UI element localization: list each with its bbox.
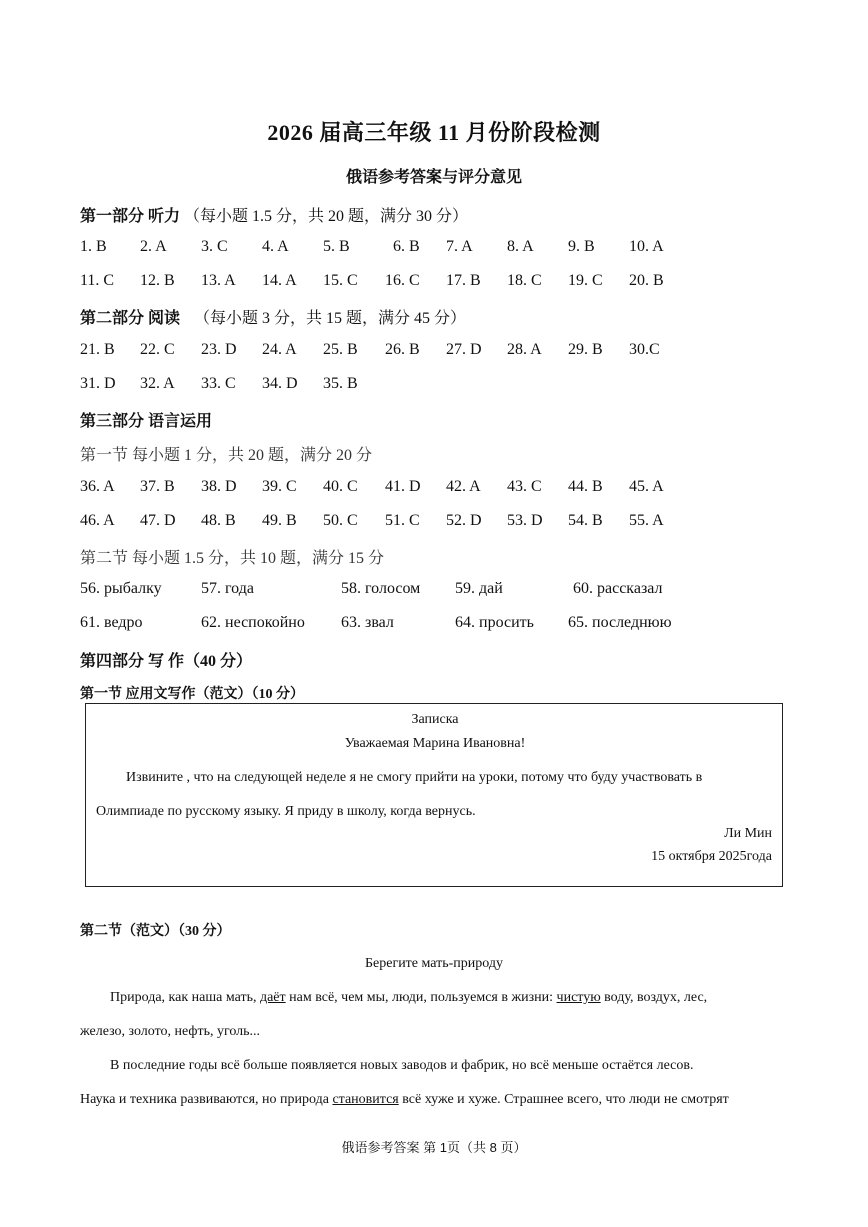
answer-item: 18. C	[507, 272, 542, 289]
essay-text: Природа, как наша мать,	[110, 990, 260, 1005]
essay-p2-line-2	[80, 1092, 729, 1108]
answer-item: 55. A	[629, 512, 664, 529]
part4-section1-heading: 第一节 应用文写作（范文）（10 分）	[80, 687, 304, 702]
essay-text: Наука и техника развиваются, но природа	[80, 1092, 333, 1107]
answer-item: 59. дай	[455, 580, 503, 597]
note-title: Записка	[411, 712, 459, 727]
part1-answer-row-2	[0, 272, 868, 296]
answer-item: 42. A	[446, 478, 481, 495]
answer-item: 52. D	[446, 512, 482, 529]
essay-p1-line-2: железо, золото, нефть, уголь...	[80, 1024, 261, 1039]
part3-label: 第三部分 语言运用	[80, 413, 213, 430]
answer-item: 39. C	[262, 478, 297, 495]
answer-item: 27. D	[446, 341, 482, 358]
page-subtitle: 俄语参考答案与评分意见	[345, 169, 522, 186]
answer-item: 37. B	[140, 478, 175, 495]
page-footer: 俄语参考答案 第 1页（共 8 页）	[341, 1140, 527, 1155]
answer-item: 34. D	[262, 375, 298, 392]
part2-heading	[80, 305, 466, 328]
underlined-word: становится	[332, 1092, 399, 1107]
answer-item: 60. рассказал	[573, 580, 663, 597]
answer-item: 65. последнюю	[568, 614, 672, 631]
note-greeting: Уважаемая Марина Ивановна!	[344, 736, 526, 751]
answer-item: 44. B	[568, 478, 603, 495]
part3-section1-heading: 第一节 每小题 1 分，共 20 题，满分 20 分	[80, 447, 373, 464]
answer-item: 15. C	[323, 272, 358, 289]
part2-label: 第二部分 阅读	[80, 310, 181, 327]
part1-label: 第一部分 听力	[80, 208, 181, 225]
answer-item: 63. звал	[341, 614, 394, 631]
part4-section2-heading: 第二节（范文）（30 分）	[80, 924, 231, 939]
essay-text: всё хуже и хуже. Страшнее всего, что люди не смотрят	[398, 1092, 729, 1107]
answer-item: 4. A	[262, 238, 289, 255]
answer-item: 14. A	[262, 272, 297, 289]
answer-item: 9. B	[568, 238, 595, 255]
part3-answer-row-4	[0, 614, 868, 638]
part3-answer-row-3	[0, 580, 868, 604]
answer-item: 45. A	[629, 478, 664, 495]
answer-item: 40. C	[323, 478, 358, 495]
answer-item: 51. C	[385, 512, 420, 529]
answer-item: 36. A	[80, 478, 115, 495]
answer-item: 46. A	[80, 512, 115, 529]
answer-item: 22. C	[140, 341, 175, 358]
answer-item: 8. A	[507, 238, 534, 255]
note-body-line-1: Извините , что на следующей неделе я не смогу прийти на уроки, потому что буду участвовать в	[126, 770, 703, 785]
answer-item: 31. D	[80, 375, 116, 392]
answer-item: 7. A	[446, 238, 473, 255]
part1-heading	[80, 203, 468, 226]
answer-item: 12. B	[140, 272, 175, 289]
answer-item: 56. рыбалку	[80, 580, 162, 597]
essay-p2-line-1: В последние годы всё больше появляется новых заводов и фабрик, но всё меньше остаётся лесов.	[110, 1058, 694, 1073]
part3-section2-heading: 第二节 每小题 1.5 分，共 10 题，满分 15 分	[80, 550, 385, 567]
answer-item: 3. C	[201, 238, 228, 255]
answer-item: 16. C	[385, 272, 420, 289]
answer-item: 48. B	[201, 512, 236, 529]
part2-answer-row-1	[0, 341, 868, 365]
part1-note: （每小题 1.5 分，共 20 题，满分 30 分）	[184, 208, 469, 225]
part2-note: （每小题 3 分，共 15 题，满分 45 分）	[194, 310, 467, 327]
answer-item: 26. B	[385, 341, 420, 358]
answer-item: 21. B	[80, 341, 115, 358]
answer-item: 1. B	[80, 238, 107, 255]
sample-note-box	[85, 703, 783, 887]
answer-item: 11. C	[80, 272, 115, 289]
answer-item: 29. B	[568, 341, 603, 358]
answer-item: 58. голосом	[341, 580, 421, 597]
answer-item: 10. A	[629, 238, 664, 255]
answer-item: 33. C	[201, 375, 236, 392]
answer-item: 24. A	[262, 341, 297, 358]
answer-item: 54. B	[568, 512, 603, 529]
answer-item: 20. B	[629, 272, 664, 289]
answer-item: 53. D	[507, 512, 543, 529]
note-date: 15 октября 2025года	[651, 849, 772, 864]
answer-item: 47. D	[140, 512, 176, 529]
answer-item: 32. A	[140, 375, 175, 392]
part3-answer-row-2	[0, 512, 868, 536]
note-body-line-2: Олимпиаде по русскому языку. Я приду в школу, когда вернусь.	[96, 804, 476, 819]
answer-item: 50. C	[323, 512, 358, 529]
answer-item: 62. неспокойно	[201, 614, 305, 631]
essay-text: нам всё, чем мы, люди, пользуемся в жизни:	[285, 990, 557, 1005]
part3-answer-row-1	[0, 478, 868, 502]
part1-answer-row-1	[0, 238, 868, 262]
answer-item: 19. C	[568, 272, 603, 289]
answer-item: 41. D	[385, 478, 421, 495]
page-title: 2026 届高三年级 11 月份阶段检测	[267, 120, 601, 145]
answer-item: 43. C	[507, 478, 542, 495]
answer-item: 13. A	[201, 272, 236, 289]
answer-item: 25. B	[323, 341, 358, 358]
note-signature: Ли Мин	[724, 826, 772, 841]
part2-answer-row-2	[0, 375, 868, 399]
answer-item: 2. A	[140, 238, 167, 255]
answer-item: 61. ведро	[80, 614, 143, 631]
answer-item: 38. D	[201, 478, 237, 495]
essay-title: Берегите мать-природу	[364, 956, 504, 971]
answer-item: 49. B	[262, 512, 297, 529]
answer-item: 30.C	[629, 341, 660, 358]
essay-text: воду, воздух, лес,	[600, 990, 708, 1005]
answer-item: 57. года	[201, 580, 254, 597]
part4-label: 第四部分 写 作（40 分）	[80, 653, 253, 670]
answer-item: 17. B	[446, 272, 481, 289]
answer-item: 23. D	[201, 341, 237, 358]
essay-p1-line-1	[110, 990, 707, 1006]
answer-item: 5. B	[323, 238, 350, 255]
answer-item: 6. B	[393, 238, 420, 255]
answer-item: 35. B	[323, 375, 358, 392]
answer-item: 28. A	[507, 341, 542, 358]
underlined-word: даёт	[259, 990, 286, 1005]
answer-item: 64. просить	[455, 614, 534, 631]
underlined-word: чистую	[556, 990, 601, 1005]
part3-heading	[80, 408, 212, 431]
part4-heading	[80, 648, 252, 671]
